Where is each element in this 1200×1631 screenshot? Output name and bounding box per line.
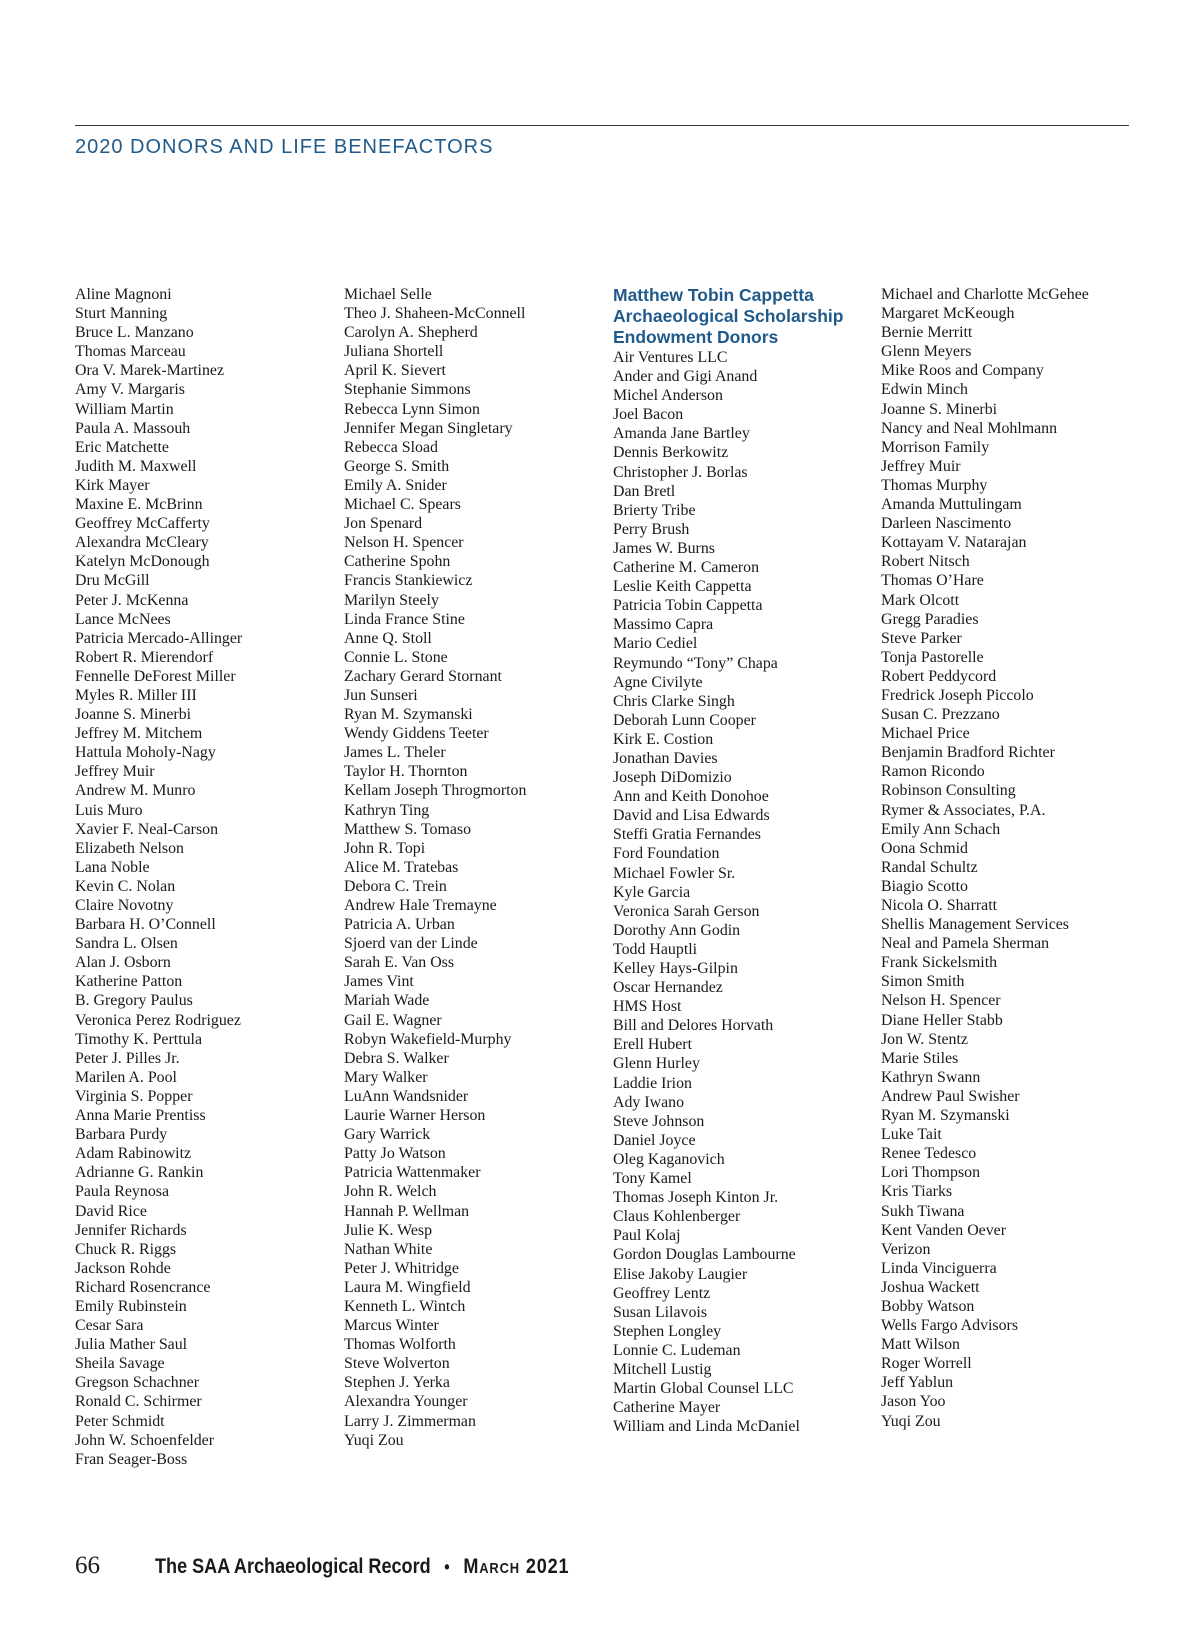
donor-column-3	[613, 285, 871, 1436]
donor-name: Andrew M. Munro	[75, 782, 196, 800]
donor-name: Ora V. Marek-Martinez	[75, 362, 224, 380]
donor-name: Michael C. Spears	[344, 496, 461, 514]
donor-name: Thomas Marceau	[75, 343, 186, 361]
donor-name: Chris Clarke Singh	[613, 692, 735, 710]
donor-name: Erell Hubert	[613, 1036, 692, 1054]
donor-name: Eric Matchette	[75, 438, 169, 456]
donor-name: Joshua Wackett	[881, 1278, 980, 1296]
donor-name: Stephen Longley	[613, 1322, 722, 1340]
donor-name: Nicola O. Sharratt	[881, 897, 998, 914]
donor-name: Sukh Tiwana	[881, 1202, 965, 1220]
donor-name: Air Ventures LLC	[613, 349, 728, 366]
donor-name: Jun Sunseri	[344, 686, 418, 704]
donor-name: Jennifer Megan Singletary	[344, 419, 513, 437]
donor-name: Ramon Ricondo	[881, 763, 985, 781]
donor-name: Virginia S. Popper	[75, 1087, 193, 1105]
donor-name: Rymer & Associates, P.A.	[881, 801, 1046, 819]
donor-name: Roger Worrell	[881, 1355, 972, 1373]
donor-name: Robert R. Mierendorf	[75, 648, 214, 666]
donor-name: Emily A. Snider	[344, 476, 447, 494]
publication-title: The SAA Archaeological Record	[155, 1555, 431, 1578]
donor-name: Mario Cediel	[613, 635, 698, 653]
donor-name: Nelson H. Spencer	[344, 534, 464, 552]
endowment-heading	[613, 285, 871, 348]
donor-name: Marilen A. Pool	[75, 1068, 177, 1086]
publication-line	[155, 1555, 569, 1579]
donor-name: Joanne S. Minerbi	[75, 706, 192, 724]
donor-name: April K. Sievert	[344, 362, 446, 380]
donor-name: Larry J. Zimmerman	[344, 1412, 476, 1430]
donor-name: Carolyn A. Shepherd	[344, 324, 478, 342]
donor-name: Andrew Paul Swisher	[881, 1087, 1020, 1105]
donor-name: Gary Warrick	[344, 1126, 431, 1144]
donor-name: Peter Schmidt	[75, 1412, 165, 1430]
donor-name: Emily Ann Schach	[881, 820, 1001, 838]
donor-name: Gregson Schachner	[75, 1374, 199, 1392]
donor-name: Peter J. McKenna	[75, 591, 189, 609]
donor-name: Paula A. Massouh	[75, 419, 191, 437]
donor-name: Yuqi Zou	[881, 1412, 941, 1430]
donor-name: Alan J. Osborn	[75, 954, 171, 972]
donor-name: Aline Magnoni	[75, 286, 172, 303]
donor-name: Steffi Gratia Fernandes	[613, 826, 761, 844]
donor-name: Debora C. Trein	[344, 877, 447, 895]
footer-bullet: •	[444, 1557, 450, 1577]
donor-name: Stephen J. Yerka	[344, 1374, 450, 1392]
donor-name: Michael and Charlotte McGehee	[881, 286, 1089, 303]
donor-name: Claire Novotny	[75, 897, 174, 914]
donor-name: Patricia Mercado-Allinger	[75, 629, 243, 647]
donor-name: Robert Peddycord	[881, 667, 997, 685]
donor-name: Frank Sickelsmith	[881, 954, 998, 972]
donor-name: Joanne S. Minerbi	[881, 400, 998, 418]
donor-name: Amanda Jane Bartley	[613, 425, 750, 443]
donor-name: Nancy and Neal Mohlmann	[881, 419, 1058, 437]
donor-name: Sarah E. Van Oss	[344, 954, 455, 972]
donor-name: Benjamin Bradford Richter	[881, 744, 1055, 762]
donor-name: Laura M. Wingfield	[344, 1278, 471, 1296]
donor-name: Elizabeth Nelson	[75, 839, 184, 857]
donor-name: Dan Bretl	[613, 482, 676, 500]
donor-column-1	[75, 285, 333, 1469]
donor-name: Jonathan Davies	[613, 749, 718, 767]
donor-name: Peter J. Whitridge	[344, 1259, 459, 1277]
donor-name: Leslie Keith Cappetta	[613, 578, 752, 596]
donor-name: Xavier F. Neal-Carson	[75, 820, 219, 838]
donor-name: Ady Iwano	[613, 1093, 685, 1111]
donor-name: LuAnn Wandsnider	[344, 1087, 469, 1105]
donor-name: Peter J. Pilles Jr.	[75, 1049, 180, 1067]
donor-name: Geoffrey Lentz	[613, 1284, 711, 1302]
donor-name: Taylor H. Thornton	[344, 763, 468, 781]
donor-name: Thomas O’Hare	[881, 572, 984, 590]
donor-name: John R. Welch	[344, 1183, 437, 1201]
donor-name: Marie Stiles	[881, 1049, 959, 1067]
donor-name: Glenn Meyers	[881, 343, 972, 361]
donor-name: Patricia A. Urban	[344, 916, 455, 934]
donor-name: Ander and Gigi Anand	[613, 368, 758, 386]
donor-name: Thomas Murphy	[881, 476, 988, 494]
donor-name: Marilyn Steely	[344, 591, 439, 609]
donor-name: Kenneth L. Wintch	[344, 1297, 466, 1315]
donor-name: David and Lisa Edwards	[613, 807, 770, 825]
donor-name: Agne Civilyte	[613, 673, 703, 691]
donor-name: Todd Hauptli	[613, 940, 698, 958]
donor-name: Patricia Wattenmaker	[344, 1164, 481, 1182]
donor-name: Julie K. Wesp	[344, 1221, 433, 1239]
donor-name: Sjoerd van der Linde	[344, 935, 478, 953]
donor-name: Jeffrey Muir	[881, 457, 961, 475]
donor-name: Veronica Perez Rodriguez	[75, 1011, 241, 1029]
donor-name: Emily Rubinstein	[75, 1297, 187, 1315]
donor-name: Lori Thompson	[881, 1164, 981, 1182]
page-number: 66	[75, 1552, 100, 1579]
donor-name: Amy V. Margaris	[75, 381, 185, 399]
donor-name: Christopher J. Borlas	[613, 463, 748, 481]
header-rule	[75, 125, 1129, 126]
donor-name: Sheila Savage	[75, 1355, 165, 1373]
donor-name: Kelley Hays-Gilpin	[613, 960, 738, 977]
section-title: 2020 DONORS AND LIFE BENEFACTORS	[75, 136, 494, 158]
donor-name: Kent Vanden Oever	[881, 1221, 1007, 1239]
donor-name: Barbara Purdy	[75, 1126, 168, 1144]
donor-name: Glenn Hurley	[613, 1055, 700, 1073]
donor-name: Jackson Rohde	[75, 1259, 171, 1277]
donor-name: Stephanie Simmons	[344, 381, 471, 399]
donor-name: Kathryn Ting	[344, 801, 430, 819]
donor-name: Kirk Mayer	[75, 476, 150, 494]
donor-name: John W. Schoenfelder	[75, 1431, 215, 1449]
donor-name: Bruce L. Manzano	[75, 324, 194, 342]
donor-name: Robert Nitsch	[881, 553, 970, 571]
donor-name: Michael Price	[881, 725, 970, 743]
donor-name: Francis Stankiewicz	[344, 572, 473, 590]
donor-name: Adam Rabinowitz	[75, 1145, 192, 1163]
donor-name: Mark Olcott	[881, 591, 960, 609]
donor-name: George S. Smith	[344, 457, 450, 475]
donor-name: Laurie Warner Herson	[344, 1107, 486, 1125]
donor-name: Elise Jakoby Laugier	[613, 1265, 748, 1283]
donor-name: Catherine Mayer	[613, 1399, 721, 1417]
donor-name: Rebecca Sload	[344, 438, 438, 456]
donor-name: Zachary Gerard Stornant	[344, 667, 502, 685]
donor-name: Anne Q. Stoll	[344, 629, 432, 647]
donor-name: Edwin Minch	[881, 381, 968, 399]
donor-name: Neal and Pamela Sherman	[881, 935, 1050, 953]
donor-name: David Rice	[75, 1202, 147, 1220]
donor-name: Shellis Management Services	[881, 916, 1069, 934]
donor-name: Luke Tait	[881, 1126, 942, 1144]
donor-name: Steve Parker	[881, 629, 962, 647]
donor-name: Hattula Moholy-Nagy	[75, 744, 216, 762]
donor-name: Lana Noble	[75, 858, 150, 876]
donor-name: Jeff Yablun	[881, 1374, 954, 1392]
donor-name: Matt Wilson	[881, 1336, 960, 1354]
donor-name: Catherine Spohn	[344, 553, 451, 571]
donor-name: HMS Host	[613, 998, 682, 1016]
donor-name: Lance McNees	[75, 610, 171, 628]
donor-name: Adrianne G. Rankin	[75, 1164, 204, 1182]
donor-name: Linda France Stine	[344, 610, 465, 628]
donor-name: Tony Kamel	[613, 1170, 692, 1188]
donor-name: Perry Brush	[613, 520, 690, 538]
donor-name: Joseph DiDomizio	[613, 769, 732, 787]
donor-name: William and Linda McDaniel	[613, 1418, 800, 1436]
donor-name: Veronica Sarah Gerson	[613, 902, 760, 920]
donor-name: Lonnie C. Ludeman	[613, 1341, 741, 1359]
donor-name: Kottayam V. Natarajan	[881, 534, 1027, 552]
donor-name: Ryan M. Szymanski	[881, 1107, 1010, 1125]
page-footer	[75, 1552, 637, 1580]
donor-name: Catherine M. Cameron	[613, 559, 760, 577]
donor-name: Oona Schmid	[881, 839, 968, 857]
donor-name: Diane Heller Stabb	[881, 1011, 1003, 1029]
donor-name: Fredrick Joseph Piccolo	[881, 686, 1034, 704]
donor-name: Daniel Joyce	[613, 1131, 696, 1149]
donor-name: Chuck R. Riggs	[75, 1240, 177, 1258]
donor-name: Robyn Wakefield-Murphy	[344, 1030, 512, 1048]
donor-name: Linda Vinciguerra	[881, 1259, 997, 1277]
donor-name: Gregg Paradies	[881, 610, 979, 628]
donor-name: William Martin	[75, 400, 174, 418]
donor-name: Randal Schultz	[881, 858, 978, 876]
donor-name: Thomas Wolforth	[344, 1336, 456, 1354]
donor-name: Rebecca Lynn Simon	[344, 400, 480, 418]
donor-name: Jennifer Richards	[75, 1221, 187, 1239]
donor-name: Bill and Delores Horvath	[613, 1017, 774, 1035]
donor-name: Kathryn Swann	[881, 1068, 981, 1086]
donor-name: Maxine E. McBrinn	[75, 496, 203, 514]
donor-name: Bobby Watson	[881, 1297, 975, 1315]
donor-name: Judith M. Maxwell	[75, 457, 197, 475]
donor-name: Yuqi Zou	[344, 1431, 404, 1449]
donor-name: Richard Rosencrance	[75, 1278, 211, 1296]
donor-name: Paul Kolaj	[613, 1227, 681, 1245]
donor-name: Jeffrey Muir	[75, 763, 155, 781]
donor-name: Cesar Sara	[75, 1317, 144, 1335]
donor-name: Kris Tiarks	[881, 1183, 953, 1201]
donor-name: Oleg Kaganovich	[613, 1150, 725, 1168]
donor-name: Morrison Family	[881, 438, 990, 456]
donor-name: Timothy K. Perttula	[75, 1030, 202, 1048]
donor-name: Laddie Irion	[613, 1074, 692, 1092]
donor-name: Debra S. Walker	[344, 1049, 449, 1067]
donor-name: Massimo Capra	[613, 616, 714, 634]
donor-name: Patricia Tobin Cappetta	[613, 597, 763, 615]
donor-name: Dorothy Ann Godin	[613, 921, 741, 939]
donor-name: Susan Lilavois	[613, 1303, 708, 1321]
donor-name: Geoffrey McCafferty	[75, 515, 210, 533]
donor-name: Kevin C. Nolan	[75, 877, 176, 895]
donor-name: Katherine Patton	[75, 973, 183, 991]
donor-name: Simon Smith	[881, 973, 965, 991]
donor-name: Alice M. Tratebas	[344, 858, 459, 876]
donor-name: Hannah P. Wellman	[344, 1202, 470, 1220]
donor-name: Steve Wolverton	[344, 1355, 450, 1373]
donor-name: Kellam Joseph Throgmorton	[344, 782, 527, 800]
donor-name: Darleen Nascimento	[881, 515, 1012, 533]
donor-name: James L. Theler	[344, 744, 446, 762]
donor-name: Alexandra Younger	[344, 1393, 468, 1411]
donor-name: Michael Fowler Sr.	[613, 864, 736, 882]
donor-name: Andrew Hale Tremayne	[344, 897, 497, 914]
donor-name: Ford Foundation	[613, 845, 720, 863]
donor-name: Sandra L. Olsen	[75, 935, 178, 953]
donor-name: Oscar Hernandez	[613, 979, 723, 997]
donor-name: B. Gregory Paulus	[75, 992, 193, 1010]
donor-name: Michael Selle	[344, 286, 432, 303]
donor-name: Claus Kohlenberger	[613, 1208, 741, 1226]
donor-name: Thomas Joseph Kinton Jr.	[613, 1189, 779, 1207]
donor-name: Bernie Merritt	[881, 324, 973, 342]
donor-name: Jason Yoo	[881, 1393, 946, 1411]
donor-name: James Vint	[344, 973, 414, 991]
donor-name: Sturt Manning	[75, 305, 168, 323]
donor-name: Renee Tedesco	[881, 1145, 977, 1163]
donor-name: Nelson H. Spencer	[881, 992, 1001, 1010]
donor-name: Dru McGill	[75, 572, 150, 590]
donor-name: James W. Burns	[613, 539, 715, 557]
donor-name: Tonja Pastorelle	[881, 648, 984, 666]
donor-name: Amanda Muttulingam	[881, 496, 1022, 514]
donor-name: Nathan White	[344, 1240, 433, 1258]
donor-name: Fennelle DeForest Miller	[75, 667, 236, 685]
donor-name: Reymundo “Tony” Chapa	[613, 654, 778, 672]
donor-name: Luis Muro	[75, 801, 143, 819]
donor-name: Joel Bacon	[613, 406, 684, 424]
issue-date: March 2021	[463, 1555, 570, 1578]
donor-name: Jon W. Stentz	[881, 1030, 968, 1048]
donor-name: Theo J. Shaheen-McConnell	[344, 305, 526, 323]
donor-name: Juliana Shortell	[344, 343, 444, 361]
donor-name: Barbara H. O’Connell	[75, 916, 216, 934]
endowment-donor-list	[613, 348, 871, 1436]
donor-name: Jon Spenard	[344, 515, 423, 533]
donor-name: Kyle Garcia	[613, 883, 691, 901]
donor-name: Mary Walker	[344, 1068, 428, 1086]
donor-name: Mariah Wade	[344, 992, 430, 1010]
donor-name: Wells Fargo Advisors	[881, 1317, 1019, 1335]
donor-column-2	[344, 285, 602, 1450]
donor-name: Ann and Keith Donohoe	[613, 788, 769, 806]
donor-name: Matthew Tobin Cappetta	[613, 285, 814, 305]
donor-name: Mike Roos and Company	[881, 362, 1044, 380]
donor-name: Gordon Douglas Lambourne	[613, 1246, 796, 1264]
donor-name: Marcus Winter	[344, 1317, 439, 1335]
donor-name: Ryan M. Szymanski	[344, 706, 473, 724]
donor-name: John R. Topi	[344, 839, 426, 857]
donor-name: Brierty Tribe	[613, 501, 696, 519]
donor-name: Steve Johnson	[613, 1112, 705, 1130]
donor-name: Verizon	[881, 1240, 931, 1258]
donor-name: Mitchell Lustig	[613, 1360, 712, 1378]
donor-name: Alexandra McCleary	[75, 534, 209, 552]
donor-name: Paula Reynosa	[75, 1183, 170, 1201]
donor-name: Connie L. Stone	[344, 648, 448, 666]
donor-name: Anna Marie Prentiss	[75, 1107, 206, 1125]
donor-column-4	[881, 285, 1139, 1431]
donor-name: Biagio Scotto	[881, 877, 968, 895]
donor-name: Ronald C. Schirmer	[75, 1393, 202, 1411]
donor-name: Julia Mather Saul	[75, 1336, 188, 1354]
donor-name: Robinson Consulting	[881, 782, 1016, 800]
donor-name: Dennis Berkowitz	[613, 444, 729, 462]
donor-name: Gail E. Wagner	[344, 1011, 442, 1029]
donor-name: Archaeological Scholarship	[613, 306, 844, 326]
donor-name: Michel Anderson	[613, 387, 723, 405]
donor-name: Kirk E. Costion	[613, 730, 714, 748]
donor-name: Martin Global Counsel LLC	[613, 1380, 794, 1398]
donor-name: Deborah Lunn Cooper	[613, 711, 756, 729]
donor-name: Katelyn McDonough	[75, 553, 210, 571]
donor-name: Jeffrey M. Mitchem	[75, 725, 203, 743]
donor-name: Myles R. Miller III	[75, 686, 197, 704]
donor-name: Wendy Giddens Teeter	[344, 725, 489, 743]
donor-name: Margaret McKeough	[881, 305, 1015, 323]
donor-name: Matthew S. Tomaso	[344, 820, 472, 838]
donor-name: Fran Seager-Boss	[75, 1450, 188, 1468]
donor-name: Susan C. Prezzano	[881, 706, 1000, 724]
donor-name: Patty Jo Watson	[344, 1145, 446, 1163]
donor-name: Endowment Donors	[613, 327, 779, 347]
